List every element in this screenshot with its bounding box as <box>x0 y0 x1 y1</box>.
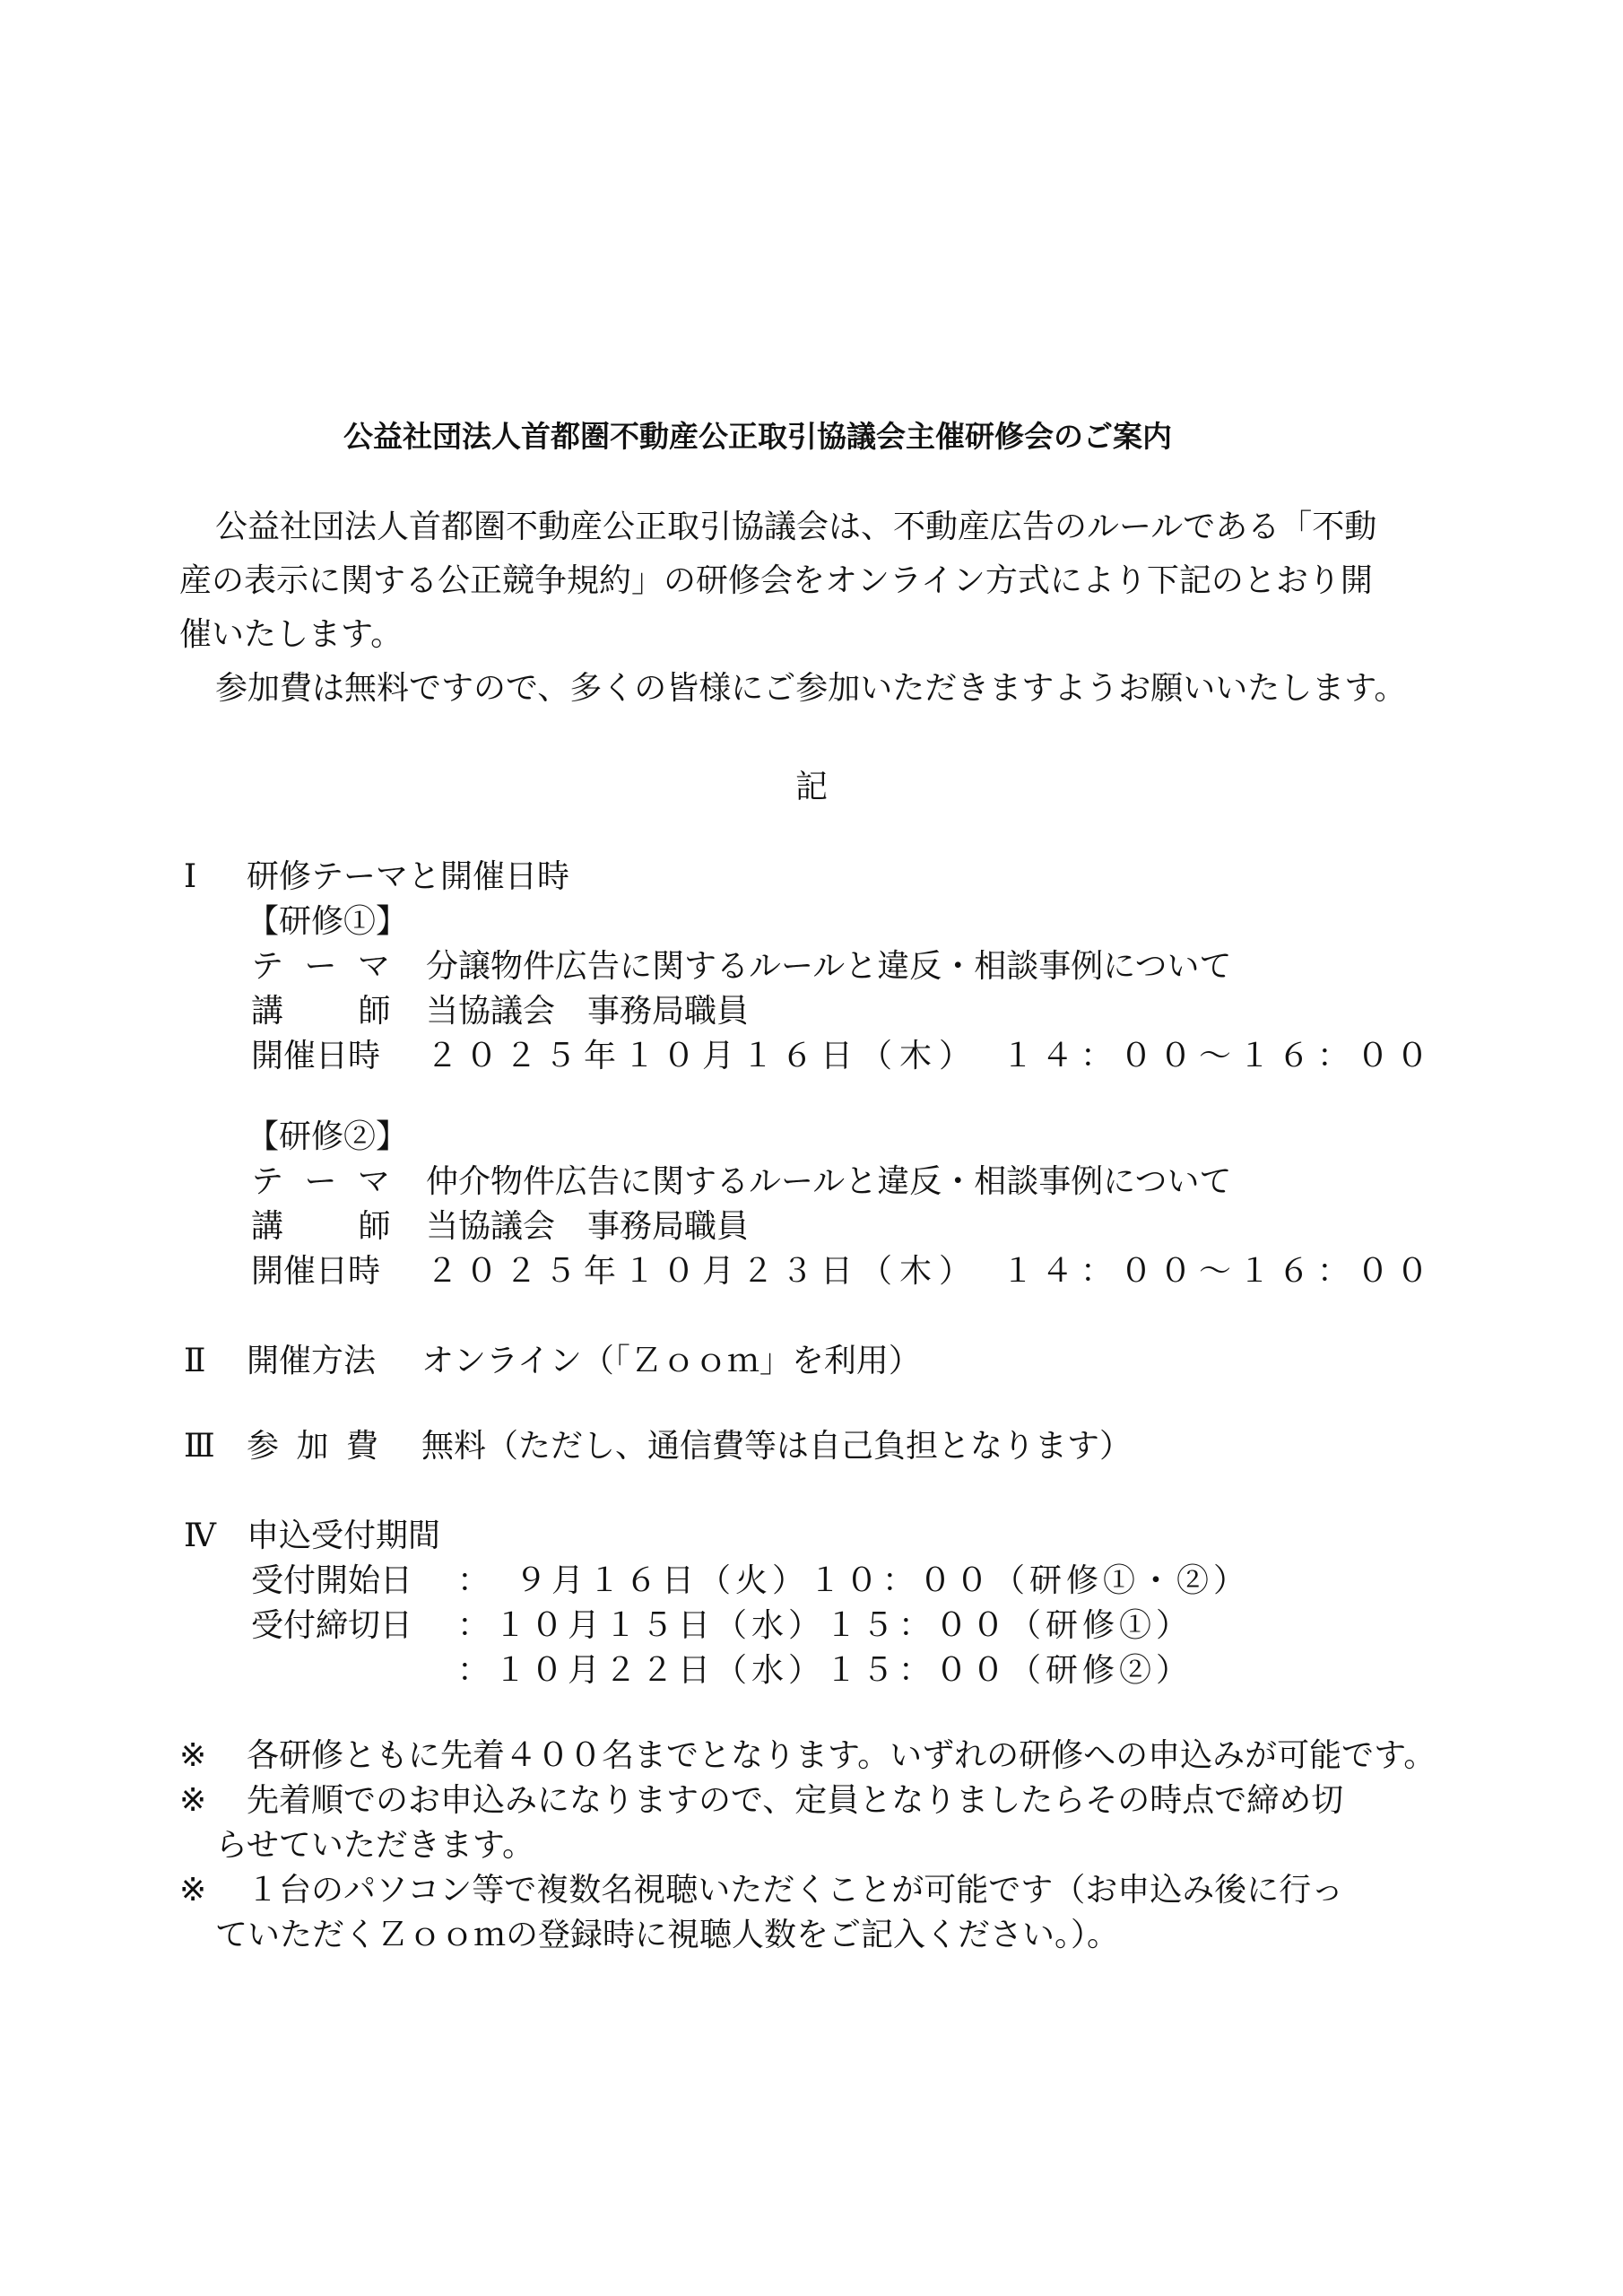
period-end-row <box>251 1607 1193 1644</box>
section-heading: 申込受付期間 <box>247 1518 441 1554</box>
field-value: 無料（ただし、通信費等は自己負担となります） <box>421 1428 1133 1465</box>
field-value: ２０２５年１０月２３日（木） １４：００～１６：００ <box>426 1253 1436 1290</box>
session-date-row <box>251 1040 1436 1073</box>
section-numeral: Ⅳ <box>184 1518 216 1554</box>
field-label: 受付開始日 <box>251 1562 413 1599</box>
field-label: 講 師 <box>251 1208 423 1245</box>
intro-line: 産の表示に関する公正競争規約」の研修会をオンライン方式により下記のとおり開 <box>179 562 1373 599</box>
note-line: １台のパソコン等で複数名視聴いただくことが可能です（お申込み後に行っ <box>247 1872 1344 1909</box>
section-heading: 研修テーマと開催日時 <box>247 858 570 895</box>
field-value: オンライン（「Ｚｏｏｍ」を利用） <box>421 1343 921 1379</box>
ki-heading: 記 <box>795 769 829 805</box>
field-value: 分譲物件広告に関するルールと違反・相談事例について <box>426 948 1232 985</box>
field-label: 参 加 費 <box>247 1428 382 1465</box>
session-lecturer-row <box>251 993 750 1030</box>
session-date-row <box>251 1253 1436 1290</box>
field-value: 当協議会 事務局職員 <box>426 1208 750 1245</box>
field-value: 当協議会 事務局職員 <box>426 993 750 1030</box>
session-theme-row <box>251 1163 1232 1200</box>
field-label: 受付締切日 <box>251 1607 413 1644</box>
period-end-row-2 <box>457 1652 1193 1689</box>
field-value: ：１０月１５日（水）１５：００（研修①） <box>457 1607 1193 1644</box>
field-value: ２０２５年１０月１６日（木） １４：００～１６：００ <box>426 1038 1436 1074</box>
section-numeral: Ⅱ <box>184 1343 206 1379</box>
field-value: 仲介物件広告に関するルールと違反・相談事例について <box>426 1163 1232 1200</box>
document-title: 公益社団法人首都圏不動産公正取引協議会主催研修会のご案内 <box>343 419 1172 454</box>
session-theme-row <box>251 948 1232 985</box>
note-mark: ※ <box>179 1872 207 1909</box>
intro-line: 参加費は無料ですので、多くの皆様にご参加いただきますようお願いいたします。 <box>215 670 1407 707</box>
section-numeral: Ⅰ <box>184 858 197 895</box>
period-start-row <box>251 1562 1251 1599</box>
field-label: 開催日時 <box>251 1253 381 1290</box>
field-label: テ ー マ <box>251 948 395 985</box>
field-label: 開催日時 <box>251 1038 381 1074</box>
section-row <box>247 1345 921 1378</box>
section-row <box>247 1428 1133 1465</box>
intro-line: 催いたします。 <box>179 616 404 653</box>
session-lecturer-row <box>251 1208 750 1245</box>
note-line: 各研修ともに先着４００名までとなります。いずれの研修への申込みが可能です。 <box>247 1737 1436 1774</box>
field-value: ：１０月２２日（水）１５：００（研修②） <box>457 1652 1193 1689</box>
session-label: 【研修②】 <box>247 1118 409 1155</box>
session-label: 【研修①】 <box>247 903 409 940</box>
field-label: 開催方法 <box>247 1343 377 1379</box>
field-value: ： ９月１６日（火）１０：００（研修①・②） <box>457 1562 1251 1599</box>
note-mark: ※ <box>179 1782 207 1819</box>
note-line: らせていただきます。 <box>215 1827 535 1864</box>
note-line: 先着順でのお申込みになりますので、定員となりましたらその時点で締め切 <box>247 1782 1344 1819</box>
note-mark: ※ <box>179 1737 207 1774</box>
section-numeral: Ⅲ <box>184 1428 215 1465</box>
note-line: ていただくＺｏｏｍの登録時に視聴人数をご記入ください。）。 <box>215 1917 1120 1953</box>
intro-line: 公益社団法人首都圏不動産公正取引協議会は、不動産広告のルールである「不動 <box>215 509 1377 545</box>
field-label: 講 師 <box>251 993 423 1030</box>
field-label: テ ー マ <box>251 1163 395 1200</box>
